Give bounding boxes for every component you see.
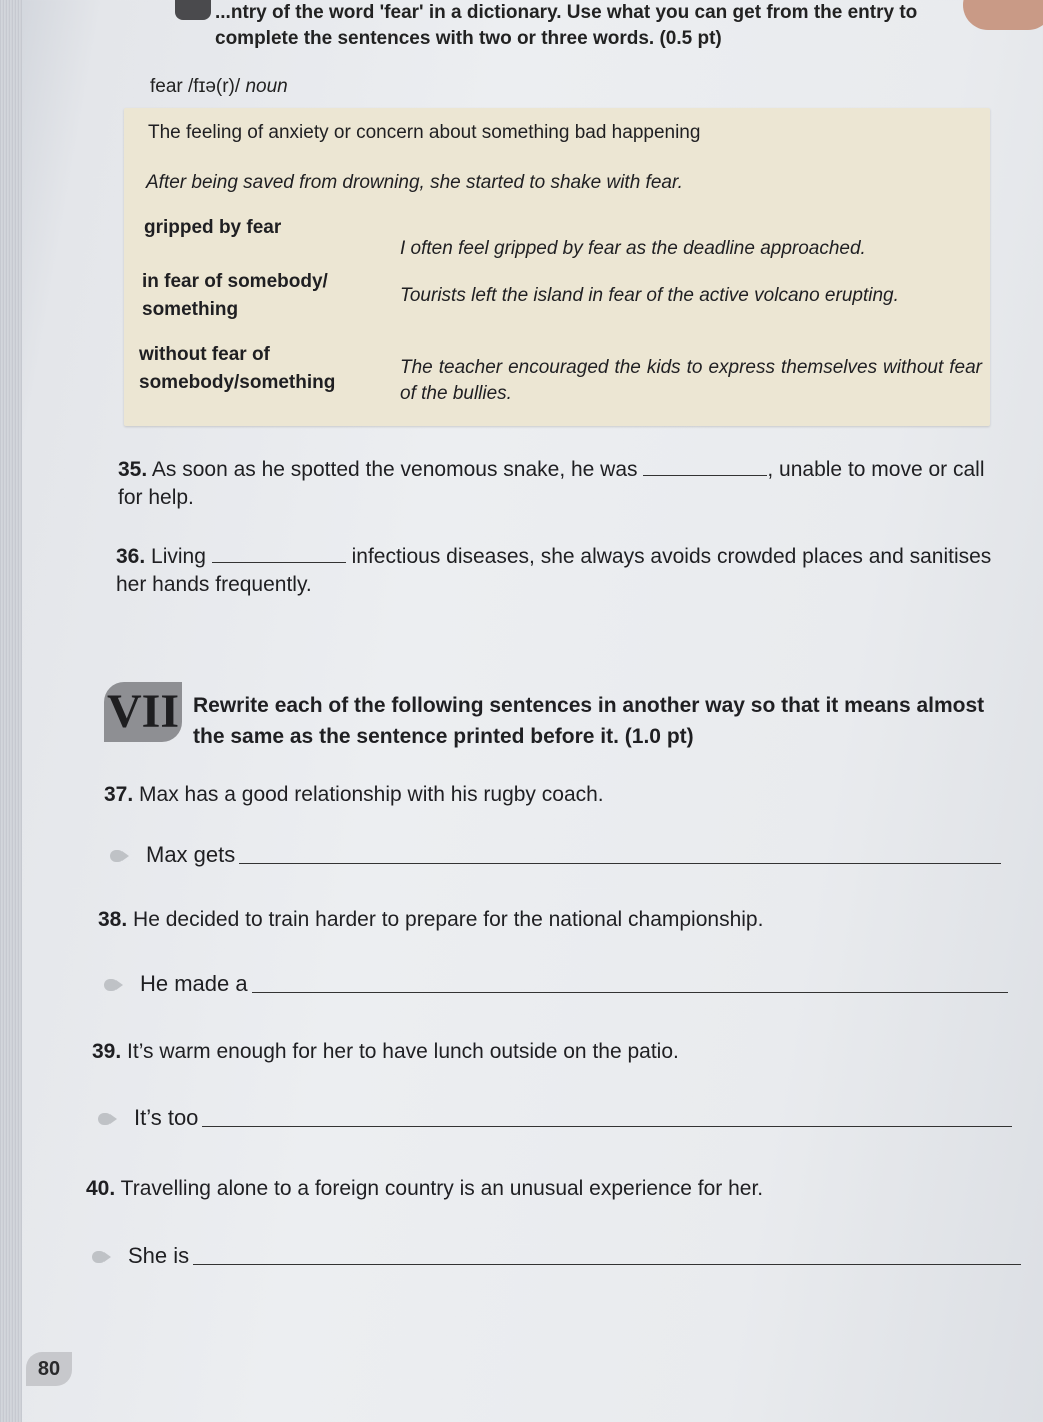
section-numeral-badge: VII xyxy=(104,682,182,742)
exercise-instruction: ...ntry of the word 'fear' in a dictionary. Use what you can get from the entry to complete the sentences with two or three words. (0.5 pt) xyxy=(215,2,918,49)
rewrite-40 xyxy=(92,1243,1021,1269)
question-number: 38. xyxy=(98,908,128,931)
question-text-after: infectious diseases, she always avoids crowded places and sanitises her hands frequently. xyxy=(116,545,992,596)
answer-blank[interactable] xyxy=(643,457,767,476)
original-sentence: Max has a good relationship with his rugby coach. xyxy=(139,783,604,806)
arrow-icon xyxy=(98,1113,112,1125)
page-number: 80 xyxy=(26,1352,72,1386)
question-number: 40. xyxy=(86,1177,116,1200)
rewrite-start-text: It’s too xyxy=(134,1105,199,1130)
phrase-3: without fear of somebody/something xyxy=(139,344,336,393)
question-text-after: , unable to move or call for help. xyxy=(118,458,985,509)
phrase-1: gripped by fear xyxy=(144,217,282,238)
section-marker xyxy=(175,0,211,20)
phrase-1-example: I often feel gripped by fear as the deadline approached. xyxy=(400,238,866,259)
original-sentence: It’s warm enough for her to have lunch outside on the patio. xyxy=(127,1040,679,1063)
dictionary-headword xyxy=(150,76,288,98)
original-sentence: Travelling alone to a foreign country is an unusual experience for her. xyxy=(120,1177,764,1200)
arrow-icon xyxy=(104,979,118,991)
question-number: 37. xyxy=(104,783,134,806)
finger-thumb xyxy=(963,0,1043,30)
original-sentence: He decided to train harder to prepare for the national championship. xyxy=(133,908,764,931)
answer-line[interactable] xyxy=(239,863,1001,864)
arrow-icon xyxy=(110,850,124,862)
answer-line[interactable] xyxy=(193,1264,1021,1265)
question-36 xyxy=(116,543,1001,599)
question-text-before: Living xyxy=(151,545,206,568)
dictionary-example: After being saved from drowning, she started to shake with fear. xyxy=(146,172,683,193)
rewrite-37 xyxy=(110,842,1001,868)
answer-blank[interactable] xyxy=(212,544,346,563)
rewrite-39 xyxy=(98,1105,1012,1131)
question-40 xyxy=(86,1175,763,1203)
question-number: 36. xyxy=(116,545,146,568)
book-page-edge xyxy=(0,0,22,1422)
question-35 xyxy=(118,456,998,512)
headword-text: fear /fɪə(r)/ xyxy=(150,76,241,97)
rewrite-start-text: She is xyxy=(128,1243,190,1268)
question-39 xyxy=(92,1038,679,1066)
rewrite-38 xyxy=(104,971,1008,997)
arrow-icon xyxy=(92,1251,106,1263)
question-number: 39. xyxy=(92,1040,122,1063)
dictionary-definition: The feeling of anxiety or concern about something bad happening xyxy=(148,122,701,143)
rewrite-start-text: He made a xyxy=(140,971,248,996)
answer-line[interactable] xyxy=(252,992,1008,993)
question-text-before: As soon as he spotted the venomous snake, he was xyxy=(151,458,638,481)
question-number: 35. xyxy=(118,458,148,481)
question-37 xyxy=(104,781,604,809)
phrase-3-example: The teacher encouraged the kids to express themselves without fear of the bullies. xyxy=(400,357,982,404)
phrase-2: in fear of somebody/ something xyxy=(142,271,328,320)
question-38 xyxy=(98,906,763,934)
answer-line[interactable] xyxy=(202,1126,1012,1127)
rewrite-start-text: Max gets xyxy=(146,842,236,867)
section-title: Rewrite each of the following sentences in another way so that it means almost the same as the sentence printed before it. (1.0 pt) xyxy=(193,694,985,748)
phrase-2-example: Tourists left the island in fear of the active volcano erupting. xyxy=(400,285,899,306)
part-of-speech: noun xyxy=(245,76,288,97)
